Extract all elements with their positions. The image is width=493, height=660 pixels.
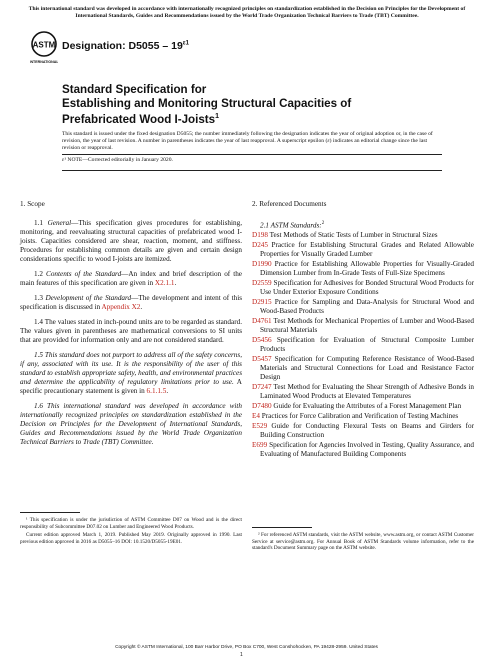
reference-code-link[interactable]: D245: [252, 241, 268, 250]
epsilon-note: ε¹ NOTE—Corrected editorially in January 2020.: [62, 157, 173, 163]
reference-code-link[interactable]: D4761: [252, 317, 272, 326]
reference-title: Specification for Evaluation of Structural Composite Lumber Products: [260, 336, 474, 354]
reference-title: Practice for Sampling and Data-Analysis for Structural Wood and Wood-Based Products: [260, 298, 474, 316]
scope-section: [20, 200, 242, 453]
para-text: —This specification gives procedures for establishing, monitoring, and reevaluating structural capacities of prefabricated wood I-joists. Capacities considered are shear, reaction, moment, and stiffness. Procedures for establishing common details are given and certain design considerations specific to wood I-joists are itemized.: [20, 219, 242, 263]
footnote-1-p2: Current edition approved March 1, 2019. Published May 2019. Originally approved in 1990. Last previous edition approved in 2016 as D5055–16 DOI: 10.1520/D5055-19E01.: [20, 532, 242, 545]
footnote-divider: [252, 527, 312, 528]
para-text: —The development and intent of this specification is discussed in: [20, 294, 242, 311]
document-title: [62, 83, 442, 126]
issued-note: This standard is issued under the fixed designation D5055; the number immediately following the designation indicates the year of original adoption or, in the case of revision, the year of last revision. A number in parentheses indicates the year of last reapproval. A superscript epsilon (ε) indicates an editorial change since the last revision or reapproval.: [62, 131, 433, 151]
title-line-2: Establishing and Monitoring Structural Capacities of: [62, 96, 352, 110]
reference-code-link[interactable]: E529: [252, 422, 268, 431]
referenced-heading: 2. Referenced Documents: [252, 200, 327, 208]
reference-item: [252, 336, 474, 354]
title-line-1: Standard Specification for: [62, 83, 207, 96]
title-footnote-mark: 1: [215, 113, 220, 120]
reference-item: [252, 298, 474, 316]
reference-title: Practice for Establishing Allowable Properties for Visually-Graded Dimension Lumber from In-Grade Tests of Full-Size Specimens: [260, 260, 475, 278]
designation-superscript: ε1: [182, 40, 189, 47]
para-end: .: [140, 303, 143, 311]
para-text: —An index and brief description of the main features of this specification are given in: [20, 270, 242, 287]
scope-1-1: [20, 219, 242, 264]
para-title: General: [47, 219, 72, 227]
astm-international-logo-icon: [30, 30, 58, 66]
svg-text:ASTM: ASTM: [32, 40, 56, 50]
reference-title: Test Methods of Static Tests of Lumber in Structural Sizes: [269, 231, 438, 240]
svg-text:INTERNATIONAL: INTERNATIONAL: [30, 60, 58, 64]
reference-code-link[interactable]: D1990: [252, 260, 272, 269]
reference-code-link[interactable]: D5456: [252, 336, 272, 345]
astm-logo: [30, 30, 58, 66]
reference-item: [252, 231, 474, 240]
scope-1-4: 1.4 The values stated in inch-pound units are to be regarded as standard. The values given in parentheses are mathematical conversions to SI units that are provided for information only and are not considered standard.: [20, 318, 242, 344]
reference-title: Test Methods for Mechanical Properties of Lumber and Wood-Based Structural Materials: [260, 317, 474, 335]
footnote-2-p: ² For referenced ASTM standards, visit the ASTM website, www.astm.org, or contact ASTM Customer Service at service@astm.org. For Annual Book of ASTM Standards volume information, refer to the standard's Document Summary page on the ASTM website.: [252, 532, 474, 552]
reference-list: [252, 231, 474, 459]
title-line-3: Prefabricated Wood I-Joists: [62, 112, 216, 126]
reference-item: [252, 422, 474, 440]
para-end: .: [166, 387, 169, 395]
subheading-text: 2.1 ASTM Standards:: [260, 221, 322, 230]
title-line-3-wrap: [62, 110, 442, 126]
reference-title: Specification for Agencies Involved in Testing, Quality Assurance, and Evaluating of Manufactured Building Components: [260, 441, 474, 459]
reference-code-link[interactable]: D5457: [252, 355, 272, 364]
reference-title: Guide for Conducting Flexural Tests on Beams and Girders for Building Construction: [260, 422, 475, 440]
reference-item: [252, 317, 474, 335]
para-text: A specific precautionary statement is given in: [20, 378, 242, 395]
link-x2-1-1[interactable]: X2.1.1: [154, 279, 175, 287]
reference-title: Guide for Evaluating the Attributes of a Forest Management Plan: [273, 402, 462, 411]
reference-item: [252, 241, 474, 259]
para-title: Development of the Standard: [45, 294, 132, 302]
reference-title: Test Method for Evaluating the Shear Strength of Adhesive Bonds in Laminated Wood Products at Elevated Temperatures: [260, 383, 475, 401]
reference-code-link[interactable]: D2915: [252, 298, 272, 307]
reference-code-link[interactable]: D7247: [252, 383, 272, 392]
footnote-divider: [20, 512, 80, 513]
footnote-2: [252, 532, 474, 554]
reference-code-link[interactable]: D198: [252, 231, 268, 240]
link-appendix-x2[interactable]: Appendix X2: [101, 303, 141, 311]
footnote-1-p1: ¹ This specification is under the jurisdiction of ASTM Committee D07 on Wood and is the direct responsibility of Subcommittee D07.02 on Lumber and Engineered Wood Products.: [20, 517, 242, 530]
reference-code-link[interactable]: D7480: [252, 402, 272, 411]
para-number: 1.3: [34, 294, 46, 302]
reference-title: Specification for Computing Reference Resistance of Wood-Based Materials and Structural Connections for Load and Resistance Factor Design: [260, 355, 474, 382]
reference-item: [252, 279, 474, 297]
scope-1-6: [20, 402, 242, 447]
scope-1-2: [20, 270, 242, 288]
divider: [62, 154, 442, 155]
page-number: 1: [240, 652, 243, 658]
reference-item: [252, 383, 474, 401]
astm-standards-subheading: [260, 219, 474, 230]
reference-item: [252, 412, 474, 421]
para-number: 1.2: [34, 270, 47, 278]
divider: [62, 170, 442, 171]
scope-1-5: [20, 351, 242, 396]
reference-item: [252, 402, 474, 411]
reference-code-link[interactable]: E699: [252, 441, 268, 450]
designation: [62, 40, 189, 52]
reference-title: Practice for Establishing Structural Grades and Related Allowable Properties for Visually Graded Lumber: [260, 241, 474, 259]
reference-code-link[interactable]: D2559: [252, 279, 272, 288]
reference-title: Specification for Adhesives for Bonded Structural Wood Products for Use Under Exterior Exposure Conditions: [260, 279, 475, 297]
reference-item: [252, 355, 474, 382]
para-end: .: [174, 279, 177, 287]
scope-1-3: [20, 294, 242, 312]
reference-title: Practices for Force Calibration and Verification of Testing Machines: [261, 412, 459, 421]
para-italic: 1.6 This international standard was developed in accordance with internationally recognized principles on standardization established in the Decision on Principles for the Development of International Standards, Guides and Recommendations issued by the World Trade Organization Technical Barriers to Trade (TBT) Committee.: [20, 402, 242, 446]
scope-heading: 1. Scope: [20, 200, 45, 208]
reference-item: [252, 441, 474, 459]
para-italic: 1.5 This standard does not purport to address all of the safety concerns, if any, associated with its use. It is the responsibility of the user of this standard to establish appropriate safety, health, and environmental practices and determine the applicability of regulatory limitations prior to use.: [20, 351, 242, 386]
referenced-documents-section: [252, 200, 474, 460]
footnote-1: [20, 517, 242, 547]
footnote-mark: 2: [321, 221, 325, 226]
header-notice: This international standard was developed in accordance with internationally recognized principles on standardization established in the Decision on Principles for the Development of International Standards, Guides and Recommendations issued by the World Trade Organization Technical Barriers to Trade (TBT) Committee.: [28, 6, 466, 19]
link-6-1-1-5[interactable]: 6.1.1.5: [146, 387, 167, 395]
para-title: Contents of the Standard: [46, 270, 122, 278]
reference-item: [252, 260, 474, 278]
copyright: Copyright © ASTM International, 100 Barr Harbor Drive, PO Box C700, West Conshohocken, PA 19428-2959. United States: [115, 645, 378, 650]
reference-code-link[interactable]: E4: [252, 412, 260, 421]
para-number: 1.1: [34, 219, 48, 227]
designation-label: Designation: D5055 – 19: [62, 40, 183, 52]
